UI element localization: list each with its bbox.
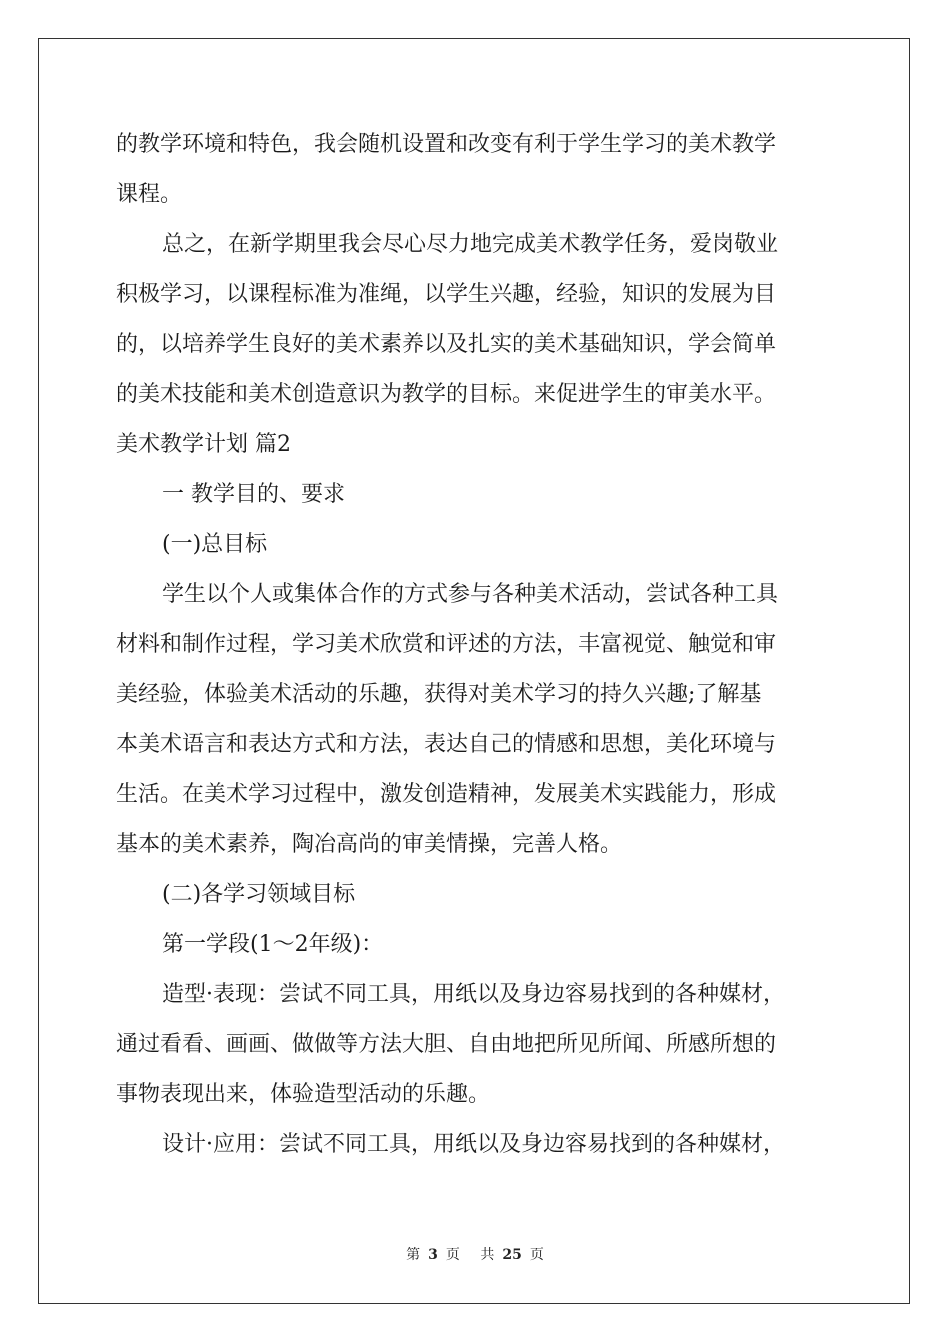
paragraph-line: 学生以个人或集体合作的方式参与各种美术活动，尝试各种工具 — [162, 582, 779, 607]
paragraph-line: 积极学习，以课程标准为准绳，以学生兴趣，经验，知识的发展为目 — [116, 282, 777, 307]
paragraph-line: 造型·表现：尝试不同工具，用纸以及身边容易找到的各种媒材， — [162, 982, 785, 1007]
paragraph-line: 基本的美术素养，陶冶高尚的审美情操，完善人格。 — [116, 832, 623, 857]
paragraph-line: 总之，在新学期里我会尽心尽力地完成美术教学任务，爱岗敬业 — [162, 232, 779, 257]
paragraph-line: 通过看看、画画、做做等方法大胆、自由地把所见所闻、所感所想的 — [116, 1032, 777, 1057]
page-total — [476, 1247, 547, 1263]
paragraph-line: 的教学环境和特色，我会随机设置和改变有利于学生学习的美术教学 — [116, 132, 777, 157]
paragraph-line: 材料和制作过程，学习美术欣赏和评述的方法，丰富视觉、触觉和审 — [116, 632, 777, 657]
page-footer — [0, 1244, 950, 1264]
paragraph-line: 生活。在美术学习过程中，激发创造精神，发展美术实践能力，形成 — [116, 782, 777, 807]
paragraph-line: 的，以培养学生良好的美术素养以及扎实的美术基础知识，学会简单 — [116, 332, 777, 357]
paragraph-line: 设计·应用：尝试不同工具，用纸以及身边容易找到的各种媒材， — [162, 1132, 785, 1157]
paragraph-line: 的美术技能和美术创造意识为教学的目标。来促进学生的审美水平。 — [116, 382, 777, 407]
current-page-number: 3 — [428, 1247, 438, 1263]
heading-level-2: (一)总目标 — [162, 532, 268, 557]
heading-level-2: (二)各学习领域目标 — [162, 882, 356, 907]
page-number — [402, 1247, 464, 1263]
page-unit: 页 — [445, 1247, 460, 1263]
paragraph-line: 课程。 — [116, 182, 183, 207]
total-page-count: 25 — [502, 1247, 522, 1263]
paragraph-line: 本美术语言和表达方式和方法，表达自己的情感和思想，美化环境与 — [116, 732, 777, 757]
total-unit: 页 — [529, 1247, 544, 1263]
heading-level-1: 一 教学目的、要求 — [162, 482, 345, 507]
total-prefix: 共 — [480, 1247, 495, 1263]
section-title: 美术教学计划 篇2 — [116, 432, 291, 457]
paragraph-line: 事物表现出来，体验造型活动的乐趣。 — [116, 1082, 491, 1107]
paragraph-line: 美经验，体验美术活动的乐趣，获得对美术学习的持久兴趣;了解基 — [116, 682, 762, 707]
subheading: 第一学段(1～2年级)： — [162, 932, 384, 957]
document-body — [116, 120, 836, 1170]
page-prefix: 第 — [406, 1247, 421, 1263]
